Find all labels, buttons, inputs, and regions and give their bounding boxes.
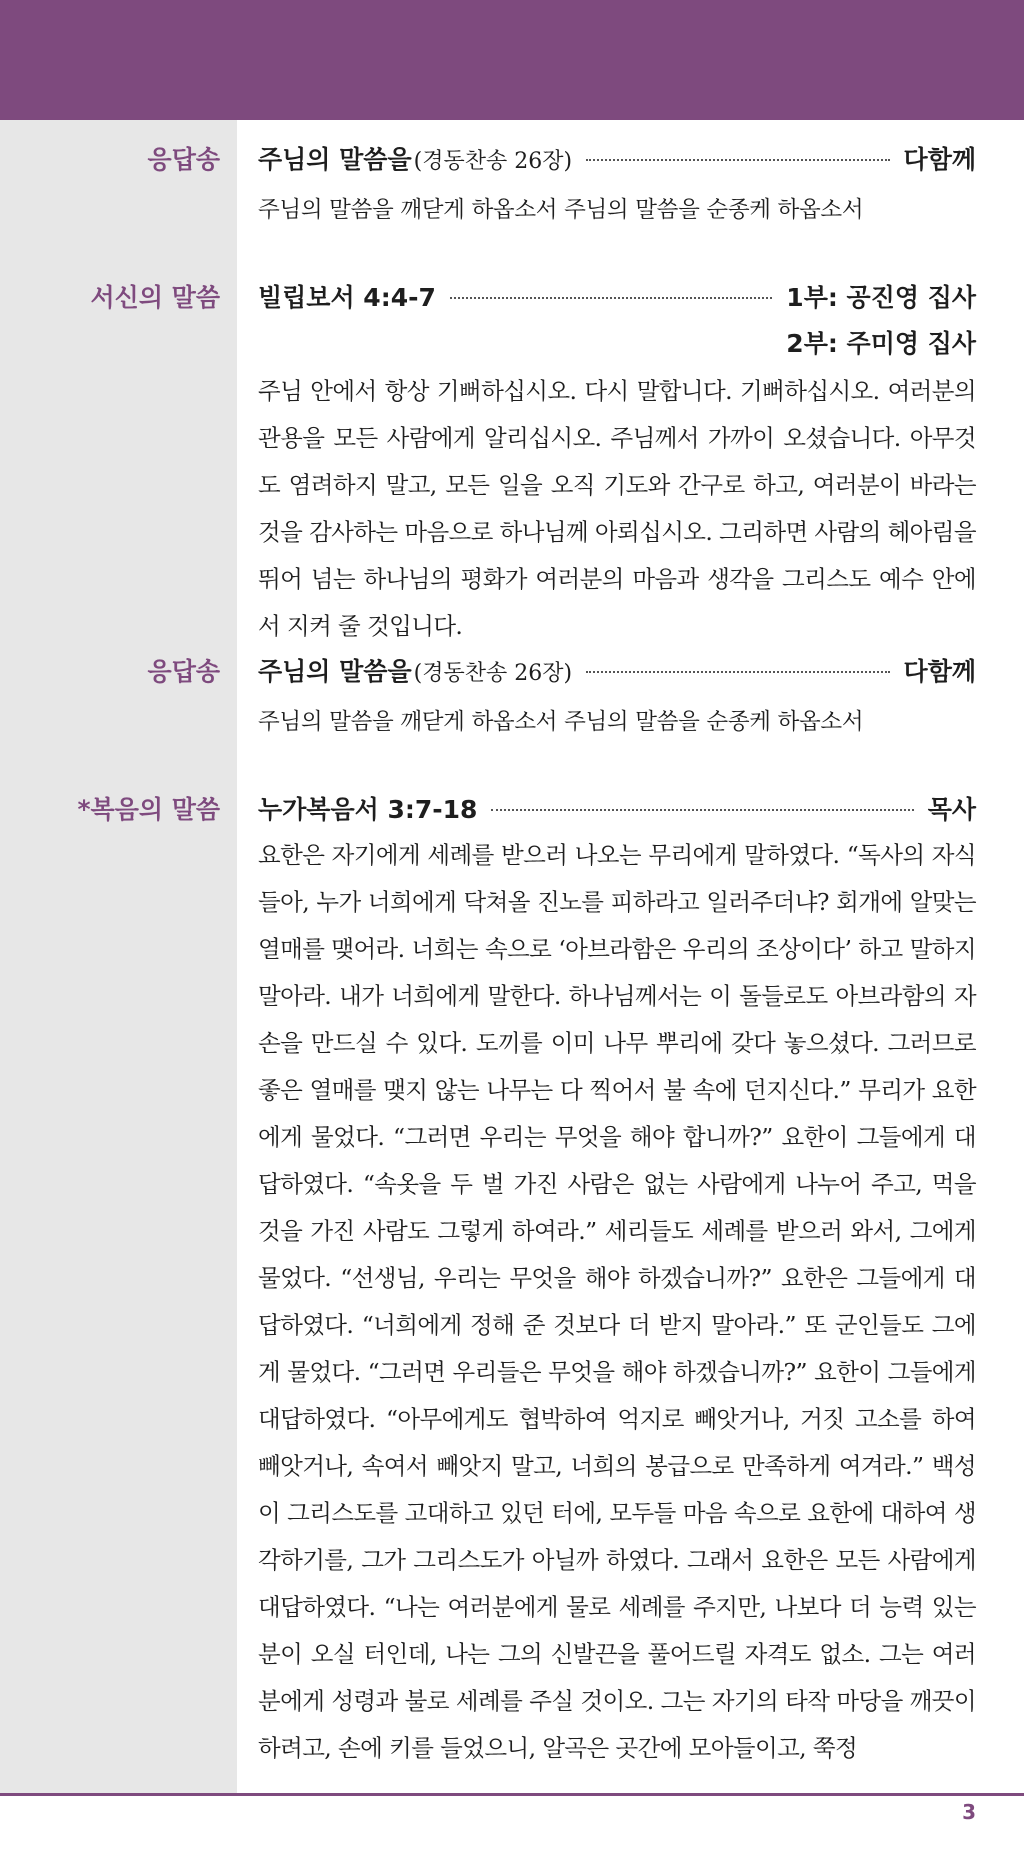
scripture-reference: 빌립보서 4:4-7 xyxy=(258,283,436,312)
scripture-text: 요한은 자기에게 세례를 받으러 나오는 무리에게 말하였다. “독사의 자식들아, 누가 너희에게 닥쳐올 진노를 피하라고 일러주더냐? 회개에 알맞는 열매를 맺어라. 너희는 속으로 ‘아브라함은 우리의 조상이다’ 하고 말하지 말아라. 내가 너희에게 말한다. 하나님께서는 이 돌들로도 아브라함의 자손을 만드실 수 있다. 도끼를 이미 나무 뿌리에 갖다 놓으셨다. 그러므로 좋은 열매를 맺지 않는 나무는 다 찍어서 불 속에 던지신다.” 무리가 요한에게 물었다. “그러면 우리는 무엇을 해야 합니까?” 요한이 그들에게 대답하였다. “속옷을 두 벌 가진 사람은 없는 사람에게 나누어 주고, 먹을 것을 가진 사람도 그렇게 하여라.” 세리들도 세례를 받으러 와서, 그에게 물었다. “선생님, 우리는 무엇을 해야 하겠습니까?” 요한은 그들에게 대답하였다. “너희에게 정해 준 것보다 더 받지 말아라.” 또 군인들도 그에게 물었다. “그러면 우리들은 무엇을 해야 하겠습니까?” 요한이 그들에게 대답하였다. “아무에게도 협박하여 억지로 빼앗거나, 거짓 고소를 하여 빼앗거나, 속여서 빼앗지 말고, 너희의 봉급으로 만족하게 여겨라.” 백성이 그리스도를 고대하고 있던 터에, 모두들 마음 속으로 요한에 대하여 생각하기를, 그가 그리스도가 아닐까 하였다. 그래서 요한은 모든 사람에게 대답하였다. “나는 여러분에게 물로 세례를 주지만, 나보다 더 능력 있는 분이 오실 터인데, 나는 그의 신발끈을 풀어드릴 자격도 없소. 그는 여러분에게 성령과 불로 세례를 주실 것이오. 그는 자기의 타작 마당을 깨끗이 하려고, 손에 키를 들었으니, 알곡은 곳간에 모아들이고, 쭉정 xyxy=(258,841,976,1762)
scripture-text: 주님 안에서 항상 기뻐하십시오. 다시 말합니다. 기뻐하십시오. 여러분의 관용을 모든 사람에게 알리십시오. 주님께서 가까이 오셨습니다. 아무것도 염려하지 말고, 모든 일을 오직 기도와 간구로 하고, 여러분이 바라는 것을 감사하는 마음으로 하나님께 아뢰십시오. 그리하면 사람의 헤아림을 뛰어 넘는 하나님의 평화가 여러분의 마음과 생각을 그리스도 예수 안에서 지켜 줄 것입니다. xyxy=(258,377,976,640)
performer: 다함께 xyxy=(903,657,976,686)
footer-rule xyxy=(0,1793,1024,1796)
dotted-leader xyxy=(491,809,913,811)
section-label: *복음의 말씀 xyxy=(77,795,220,824)
title-line xyxy=(258,142,976,178)
hymn-title: 주님의 말씀을 xyxy=(258,657,412,686)
section-label: 서신의 말씀 xyxy=(90,283,220,312)
hymn-number: (경동찬송 26장) xyxy=(413,661,573,686)
reader: 목사 xyxy=(927,795,976,824)
dotted-leader xyxy=(586,671,890,673)
dotted-leader xyxy=(450,297,772,299)
hymn-lyrics: 주님의 말씀을 깨닫게 하옵소서 주님의 말씀을 순종케 하옵소서 xyxy=(258,709,864,735)
header-band xyxy=(0,0,1024,120)
title-line xyxy=(258,280,976,316)
title-line xyxy=(258,654,976,690)
dotted-leader xyxy=(586,159,890,161)
section-response-1 xyxy=(0,142,1024,228)
hymn-lyrics: 주님의 말씀을 깨닫게 하옵소서 주님의 말씀을 순종케 하옵소서 xyxy=(258,197,864,223)
title-line xyxy=(258,792,976,828)
section-label: 응답송 xyxy=(147,145,220,174)
section-response-2 xyxy=(0,654,1024,740)
performer: 다함께 xyxy=(903,145,976,174)
bulletin-content xyxy=(0,120,1024,1772)
page-number: 3 xyxy=(962,1800,976,1824)
section-epistle xyxy=(0,280,1024,650)
reader-second-service: 2부: 주미영 집사 xyxy=(786,329,976,358)
reader-first-service: 1부: 공진영 집사 xyxy=(786,283,976,312)
scripture-reference: 누가복음서 3:7-18 xyxy=(258,795,478,824)
hymn-title: 주님의 말씀을 xyxy=(258,145,412,174)
hymn-number: (경동찬송 26장) xyxy=(413,149,573,174)
section-label: 응답송 xyxy=(147,657,220,686)
section-gospel xyxy=(0,792,1024,1772)
